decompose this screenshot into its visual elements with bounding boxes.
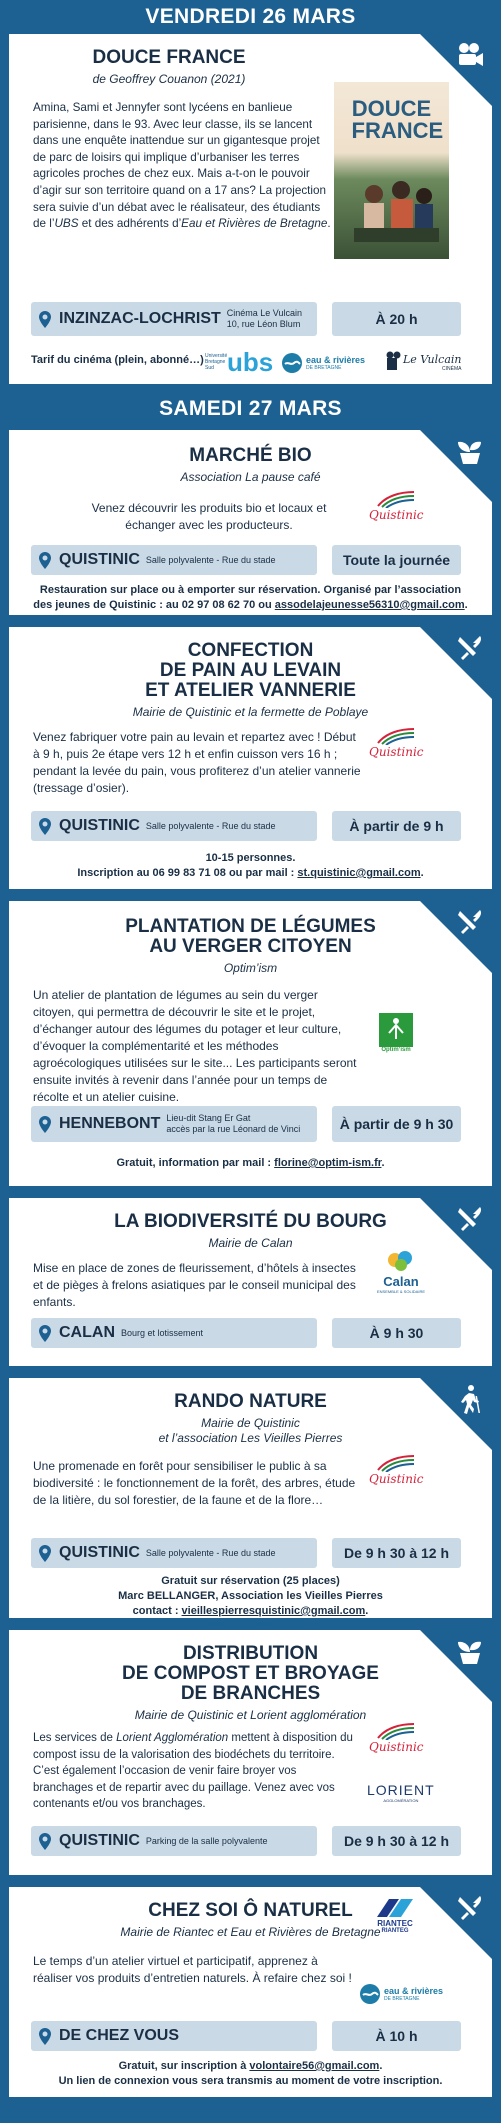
event-time: À 10 h: [332, 2021, 461, 2051]
location-city: QUISTINIC: [59, 1832, 140, 1849]
location-address: Salle polyvalente - Rue du stade: [145, 1547, 276, 1558]
corner-tab: [420, 627, 492, 699]
event-subtitle: Mairie de Quistinic et la fermette de Poblaye: [132, 705, 369, 719]
event-time: De 9 h 30 à 12 h: [332, 1538, 461, 1568]
event-title: CHEZ SOI Ô NATUREL: [148, 1900, 353, 1921]
event-card-compost: [9, 1630, 492, 1875]
location-pin-icon: [39, 818, 51, 835]
location-city: QUISTINIC: [59, 817, 140, 834]
location-city: DE CHEZ VOUS: [59, 2027, 180, 2044]
location-city: CALAN: [59, 1324, 115, 1341]
event-description: Les services de Lorient Agglomération mettent à disposition du compost issu de la valorisation des biodéchets du territoire. C’est également l’occasion de venir faire broyer vos branchages et de repartir avec du paillage. Venez avec vos contenants et/ou vos branchages.: [33, 1732, 353, 1810]
event-description: Le temps d’un atelier virtuel et participatif, apprenez à réaliser vos produits d’entretien naturels. À refaire chez soi !: [33, 1954, 352, 1985]
plant-icon: [455, 436, 485, 466]
corner-tab: [420, 901, 492, 973]
location-pill: [31, 2021, 317, 2051]
location-address: Lieu-dit Stang Er Gat accès par la rue Léonard de Vinci: [166, 1113, 301, 1134]
day-heading-saturday: SAMEDI 27 MARS: [159, 397, 342, 420]
event-note: 10-15 personnes. Inscription au 06 99 83 71 08 ou par mail : st.quistinic@gmail.com.: [77, 852, 424, 879]
location-pin-icon: [39, 1833, 51, 1850]
quistinic-logo: Quistinic: [369, 1722, 424, 1754]
event-card-pain-levain: [9, 627, 492, 889]
movie-poster: [334, 82, 449, 259]
location-address: Salle polyvalente - Rue du stade: [145, 820, 276, 831]
corner-tab: [420, 1198, 492, 1270]
event-title: DISTRIBUTION DE COMPOST ET BROYAGE DE BRANCHES: [122, 1643, 379, 1704]
day-heading-friday: VENDREDI 26 MARS: [145, 5, 356, 28]
email-link[interactable]: volontaire56@gmail.com: [249, 2060, 380, 2072]
event-subtitle: Mairie de Quistinic et Lorient agglomération: [134, 1708, 367, 1722]
event-description: Venez découvrir les produits bio et locaux et échanger avec les producteurs.: [91, 501, 327, 532]
film-camera-icon: [455, 40, 485, 70]
email-link[interactable]: vieillespierresquistinic@gmail.com: [181, 1605, 366, 1617]
event-subtitle: Mairie de Riantec et Eau et Rivières de Bretagne: [120, 1925, 381, 1939]
event-card-chez-soi: [9, 1887, 492, 2097]
lorient-logo: LORIENT AGGLOMÉRATION: [367, 1782, 435, 1803]
hiker-icon: [455, 1384, 485, 1414]
location-pin-icon: [39, 1545, 51, 1562]
quistinic-logo: Quistinic: [369, 490, 424, 522]
riantec-logo: RIANTEC RIANTEG: [375, 1897, 415, 1934]
fork-knife-icon: [455, 1893, 485, 1923]
event-card-biodiversite: [9, 1198, 492, 1366]
event-title: DOUCE FRANCE: [92, 47, 246, 68]
location-pin-icon: [39, 552, 51, 569]
location-city: QUISTINIC: [59, 1544, 140, 1561]
event-time: À partir de 9 h: [332, 811, 461, 841]
event-note: Gratuit, sur inscription à volontaire56@gmail.com. Un lien de connexion vous sera transmis au moment de votre inscription.: [58, 2060, 443, 2087]
event-subtitle: de Geoffrey Couanon (2021): [92, 72, 246, 86]
event-time: À 9 h 30: [332, 1318, 461, 1348]
ubs-logo: Université Bretagne Sud ubs: [205, 347, 274, 377]
event-subtitle: Optim’ism: [223, 961, 278, 975]
corner-tab: [420, 1630, 492, 1702]
location-pill: [31, 302, 317, 336]
email-link[interactable]: st.quistinic@gmail.com: [297, 867, 421, 879]
event-description: Mise en place de zones de fleurissement, d’hôtels à insectes et de pièges à frelons asiatiques par le conseil municipal des enfants.: [33, 1261, 356, 1309]
quistinic-logo: Quistinic: [369, 727, 424, 759]
optimism-logo: Optim’ism: [379, 1013, 413, 1053]
corner-tab: [420, 1887, 492, 1959]
email-link[interactable]: florine@optim-ism.fr: [274, 1157, 382, 1169]
location-pill: [31, 1538, 317, 1568]
event-subtitle: Association La pause café: [180, 470, 321, 484]
vulcain-logo: Le Vulcain CINÉMA: [383, 350, 461, 374]
event-subtitle: Mairie de Calan: [208, 1236, 293, 1250]
event-time: De 9 h 30 à 12 h: [332, 1826, 461, 1856]
eau-rivieres-logo: eau & rivières DE BRETAGNE: [359, 1983, 443, 2005]
fork-knife-icon: [455, 633, 485, 663]
event-description: Venez fabriquer votre pain au levain et repartez avec ! Début à 9 h, puis 2e étape vers 12 h et enfin cuisson vers 16 h ; pendant la levée du pain, vous profiterez d’un atelier vannerie (tressage d’osier).: [33, 730, 361, 795]
location-address: Parking de la salle polyvalente: [145, 1835, 268, 1846]
event-card-marche-bio: [9, 430, 492, 615]
event-title: RANDO NATURE: [174, 1391, 327, 1412]
location-city: INZINZAC-LOCHRIST: [59, 310, 221, 327]
event-title: PLANTATION DE LÉGUMES AU VERGER CITOYEN: [125, 916, 376, 957]
location-pill: [31, 811, 317, 841]
quistinic-logo: Quistinic: [369, 1454, 424, 1486]
location-city: HENNEBONT: [59, 1115, 161, 1132]
plant-icon: [455, 1636, 485, 1666]
event-title: LA BIODIVERSITÉ DU BOURG: [114, 1211, 387, 1232]
event-note: Restauration sur place ou à emporter sur réservation. Organisé par l’association des jeunes de Quistinic : au 02 97 08 62 70 ou assodelajeunesse56310@gmail.com.: [33, 584, 468, 611]
location-pill: [31, 1106, 317, 1142]
location-pin-icon: [39, 1116, 51, 1133]
event-time: Toute la journée: [332, 545, 461, 575]
event-title: MARCHÉ BIO: [189, 445, 312, 466]
location-city: QUISTINIC: [59, 551, 140, 568]
email-link[interactable]: assodelajeunesse56310@gmail.com: [274, 599, 465, 611]
event-card-rando-nature: [9, 1378, 492, 1618]
event-subtitle: Mairie de Quistinic et l’association Les Vieilles Pierres: [158, 1416, 343, 1445]
location-address: Salle polyvalente - Rue du stade: [145, 554, 276, 565]
location-pin-icon: [39, 311, 51, 328]
event-time: À partir de 9 h 30: [332, 1106, 461, 1142]
event-time: À 20 h: [332, 302, 461, 336]
tarif-text: Tarif du cinéma (plein, abonné…): [31, 354, 204, 366]
event-description: Amina, Sami et Jennyfer sont lycéens en banlieue parisienne, dans le 93. Avec leur classe, ils se lancent dans une enquête inattendue sur un gigantesque projet de parc de loisirs qui implique d’urbaniser les terres agricoles proches de chez eux. Mais a-t-on le pouvoir d’agir sur son territoire quand on a 17 ans? La projection sera suivie d’un débat avec le réalisateur, des étudiants de l’UBS et des adhérents d’Eau et Rivières de Bretagne.: [33, 101, 331, 231]
event-description: Un atelier de plantation de légumes au sein du verger citoyen, qui permettra de découvrir le site et le projet, d’échanger autour des légumes du potager et leur culture, d’évoquer la complémentarité et les méthodes agroécologiques utilisées sur le site... Les participants seront ensuite invités à revenir dans l’année pour un temps de récolte et un atelier cuisine.: [33, 988, 357, 1104]
poster-people-image: [334, 158, 449, 253]
fork-knife-icon: [455, 1204, 485, 1234]
calan-logo: Calan ENSEMBLE & SOLIDAIRE: [377, 1250, 425, 1294]
event-card-douce-france: [9, 34, 492, 384]
event-card-plantation: [9, 901, 492, 1186]
eau-rivieres-logo: eau & rivières DE BRETAGNE: [281, 352, 365, 374]
location-pill: [31, 1826, 317, 1856]
location-pill: [31, 545, 317, 575]
location-pin-icon: [39, 1325, 51, 1342]
location-pin-icon: [39, 2028, 51, 2045]
corner-tab: [420, 430, 492, 502]
corner-tab: [420, 1378, 492, 1450]
poster-title: DOUCE FRANCE: [351, 96, 444, 143]
event-description: Une promenade en forêt pour sensibiliser le public à sa biodiversité : le fonctionnement de la forêt, des arbres, étude de la litière, du sol forestier, de la faune et de la flore…: [33, 1459, 356, 1507]
fork-knife-icon: [455, 907, 485, 937]
location-pill: [31, 1318, 317, 1348]
event-note: Gratuit, information par mail : florine@optim-ism.fr.: [116, 1157, 385, 1169]
location-address: Cinéma Le Vulcain 10, rue Léon Blum: [226, 308, 302, 329]
location-address: Bourg et lotissement: [121, 1327, 204, 1338]
event-title: CONFECTION DE PAIN AU LEVAIN ET ATELIER VANNERIE: [145, 640, 356, 701]
event-note: Gratuit sur réservation (25 places) Marc BELLANGER, Association les Vieilles Pierres contact : vieillespierresquistinic@gmail.com.: [118, 1575, 383, 1617]
